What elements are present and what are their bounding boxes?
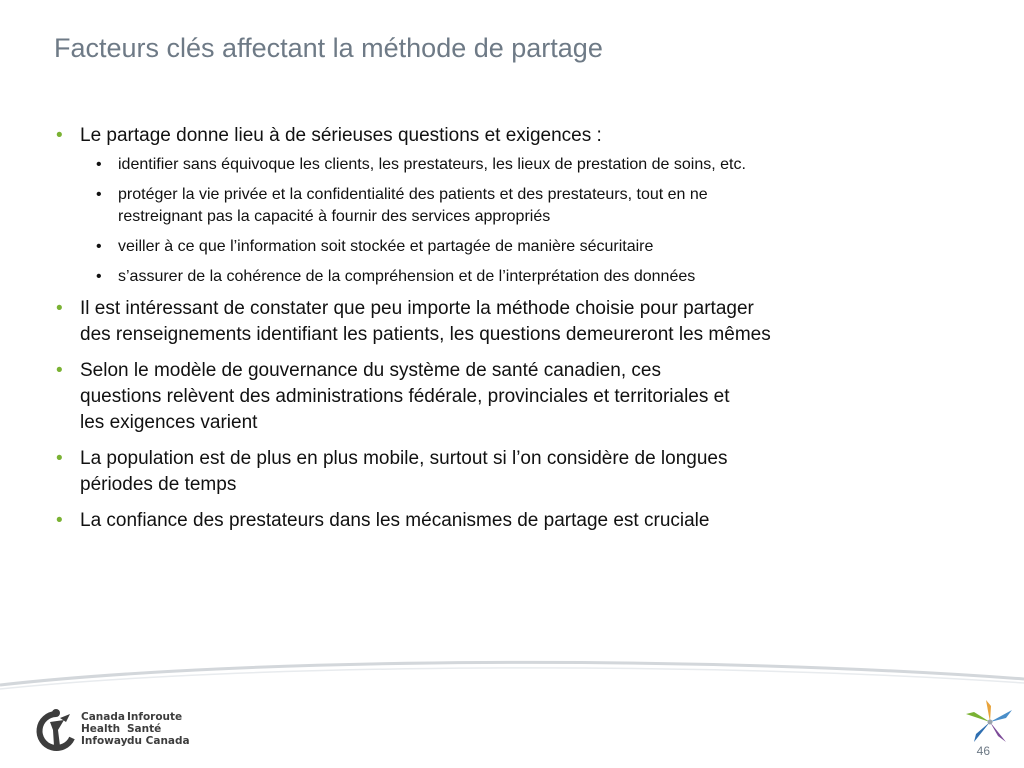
bullet-text: Selon le modèle de gouvernance du système de santé canadien, ces [80,360,661,381]
infoway-emblem-icon [34,708,78,758]
logo-word: Health [81,723,121,735]
bullet-text: périodes de temps [80,474,237,495]
bullet-governance [56,358,936,436]
bullet-text: des renseignements identifiant les patients, les questions demeureront les mêmes [80,324,771,345]
multicolor-star-icon [962,696,1018,748]
logo-word: Santé [127,723,162,735]
bullet-marker: • [56,510,63,531]
sub-bullet-marker: • [96,268,102,285]
bullet-same-questions [56,296,936,348]
bullet-trust [56,508,936,534]
slide-title: Facteurs clés affectant la méthode de partage [54,33,603,63]
logo-word: du Canada [127,735,190,747]
bullet-sharing-questions [56,123,936,288]
logo-text-french [127,711,190,747]
sub-bullet-list [96,154,936,288]
bullet-text: questions relèvent des administrations fédérale, provinciales et territoriales et [80,386,730,407]
logo-word: Inforoute [127,711,183,723]
bullet-text: La population est de plus en plus mobile, surtout si l’on considère de longues [80,448,728,469]
sub-bullet-text: veiller à ce que l’information soit stockée et partagée de manière sécuritaire [118,238,654,255]
sub-bullet-text: protéger la vie privée et la confidentialité des patients et des prestateurs, tout en ne [118,186,708,203]
sub-bullet-identify [96,154,936,176]
sub-bullet-marker: • [96,238,102,255]
sub-bullet-consistency [96,266,936,288]
bullet-text: Le partage donne lieu à de sérieuses questions et exigences : [80,125,602,146]
sub-bullet-storage [96,236,936,258]
page-number: 46 [976,744,990,758]
sub-bullet-marker: • [96,156,102,173]
footer-swoosh [0,655,1024,705]
canada-health-infoway-logo [34,708,194,762]
bullet-text: Il est intéressant de constater que peu importe la méthode choisie pour partager [80,298,754,319]
bullet-mobility [56,446,936,498]
bullet-marker: • [56,448,63,469]
bullet-marker: • [56,298,63,319]
sub-bullet-text: restreignant pas la capacité à fournir des services appropriés [118,208,551,225]
sub-bullet-text: identifier sans équivoque les clients, les prestateurs, les lieux de prestation de soins, etc. [118,156,746,173]
bullet-marker: • [56,125,63,146]
sub-bullet-marker: • [96,186,102,203]
sub-bullet-privacy [96,184,936,228]
bullet-list [56,123,936,544]
logo-word: Canada [81,711,125,723]
sub-bullet-text: s’assurer de la cohérence de la compréhension et de l’interprétation des données [118,268,696,285]
logo-text-english [81,711,127,747]
bullet-text: La confiance des prestateurs dans les mécanismes de partage est cruciale [80,510,710,531]
bullet-text: les exigences varient [80,412,258,433]
logo-word: Infoway [81,735,128,747]
bullet-marker: • [56,360,63,381]
